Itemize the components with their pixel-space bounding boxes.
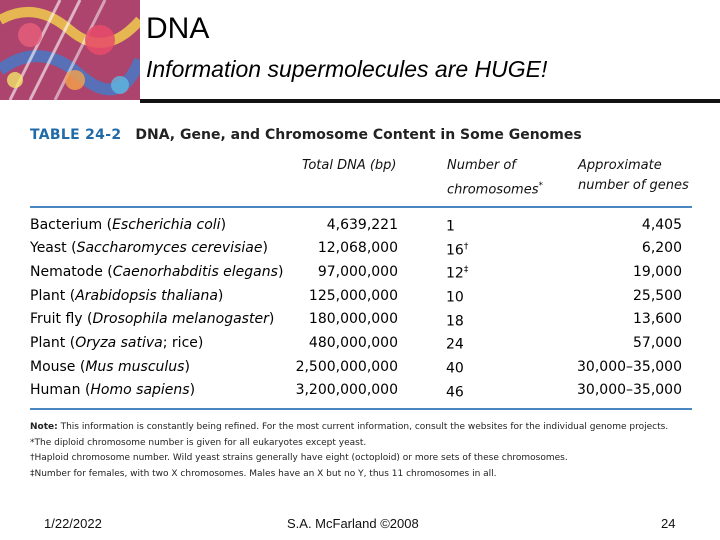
chromosome-cell: 24 — [446, 336, 464, 353]
table-notes — [30, 416, 692, 482]
genes-cell: 30,000–35,000 — [577, 382, 682, 399]
table-row — [30, 331, 682, 355]
header-genes: Approximate number of genes — [578, 158, 689, 193]
chromosome-cell: 1 — [446, 218, 455, 235]
chromosome-cell: 10 — [446, 289, 464, 306]
slide-title: DNA — [146, 12, 210, 45]
asterisk-mark: * — [538, 181, 543, 191]
organism-cell: Human (Homo sapiens) — [30, 382, 196, 399]
dna-cell: 4,639,221 — [326, 216, 398, 233]
organism-cell: Mouse (Mus musculus) — [30, 358, 190, 375]
title-divider — [140, 99, 720, 103]
header-chromosomes: Number of chromosomes* — [447, 158, 543, 198]
dna-cell: 12,068,000 — [317, 240, 398, 257]
chromosome-cell: 12‡ — [446, 265, 469, 282]
table-row — [30, 237, 682, 261]
footer-date: 1/22/2022 — [44, 516, 102, 531]
genes-cell: 25,500 — [633, 287, 682, 304]
table-row — [30, 213, 682, 237]
organism-cell: Nematode (Caenorhabditis elegans) — [30, 264, 284, 281]
organism-cell: Plant (Arabidopsis thaliana) — [30, 287, 224, 304]
chromosome-cell: 46 — [446, 384, 464, 401]
note-line: Note: This information is constantly being refined. For the most current information, consult the websites for the individual genome projects. — [30, 422, 669, 433]
footnote-haploid: †Haploid chromosome number. Wild yeast strains generally have eight (octoploid) or more sets of these chromosomes. — [30, 453, 568, 464]
table-row — [30, 379, 682, 403]
genes-cell: 19,000 — [633, 264, 682, 281]
table-row — [30, 355, 682, 379]
footnote-diploid: *The diploid chromosome number is given for all eukaryotes except yeast. — [30, 437, 367, 448]
organism-cell: Fruit fly (Drosophila melanogaster) — [30, 311, 275, 328]
table-row — [30, 308, 682, 332]
dna-cell: 480,000,000 — [308, 335, 398, 352]
dna-cell: 3,200,000,000 — [295, 382, 398, 399]
chromosome-cell: 18 — [446, 313, 464, 330]
footer-author: S.A. McFarland ©2008 — [287, 516, 419, 531]
header-rule — [30, 206, 692, 208]
genes-cell: 6,200 — [641, 240, 682, 257]
genome-data-table — [30, 213, 682, 402]
table-number: TABLE 24-2 — [30, 127, 122, 143]
dna-cell: 125,000,000 — [308, 287, 398, 304]
footer-page-number: 24 — [661, 516, 676, 531]
genes-cell: 13,600 — [633, 311, 682, 328]
dna-cell: 180,000,000 — [308, 311, 398, 328]
chromosome-cell: 16† — [446, 241, 469, 259]
dna-logo-image — [0, 0, 140, 100]
chromosome-cell: 40 — [446, 360, 464, 377]
table-row — [30, 260, 682, 284]
organism-cell: Bacterium (Escherichia coli) — [30, 216, 227, 233]
genes-cell: 30,000–35,000 — [577, 358, 682, 375]
genes-cell: 4,405 — [641, 216, 682, 233]
genes-cell: 57,000 — [633, 335, 682, 352]
organism-cell: Yeast (Saccharomyces cerevisiae) — [30, 240, 268, 257]
footnote-females: ‡Number for females, with two X chromosomes. Males have an X but no Y, thus 11 chromosomes in all. — [30, 468, 497, 479]
dna-cell: 2,500,000,000 — [295, 358, 398, 375]
table-name: DNA, Gene, and Chromosome Content in Some Genomes — [135, 127, 582, 143]
dna-cell: 97,000,000 — [317, 264, 398, 281]
table-header — [30, 156, 692, 206]
table-caption — [30, 124, 692, 146]
genome-table-figure — [30, 124, 692, 482]
footer-rule — [30, 408, 692, 410]
slide-subtitle: Information supermolecules are HUGE! — [146, 56, 548, 82]
organism-cell: Plant (Oryza sativa; rice) — [30, 335, 204, 352]
table-row — [30, 284, 682, 308]
header-total-dna: Total DNA (bp) — [302, 158, 397, 173]
